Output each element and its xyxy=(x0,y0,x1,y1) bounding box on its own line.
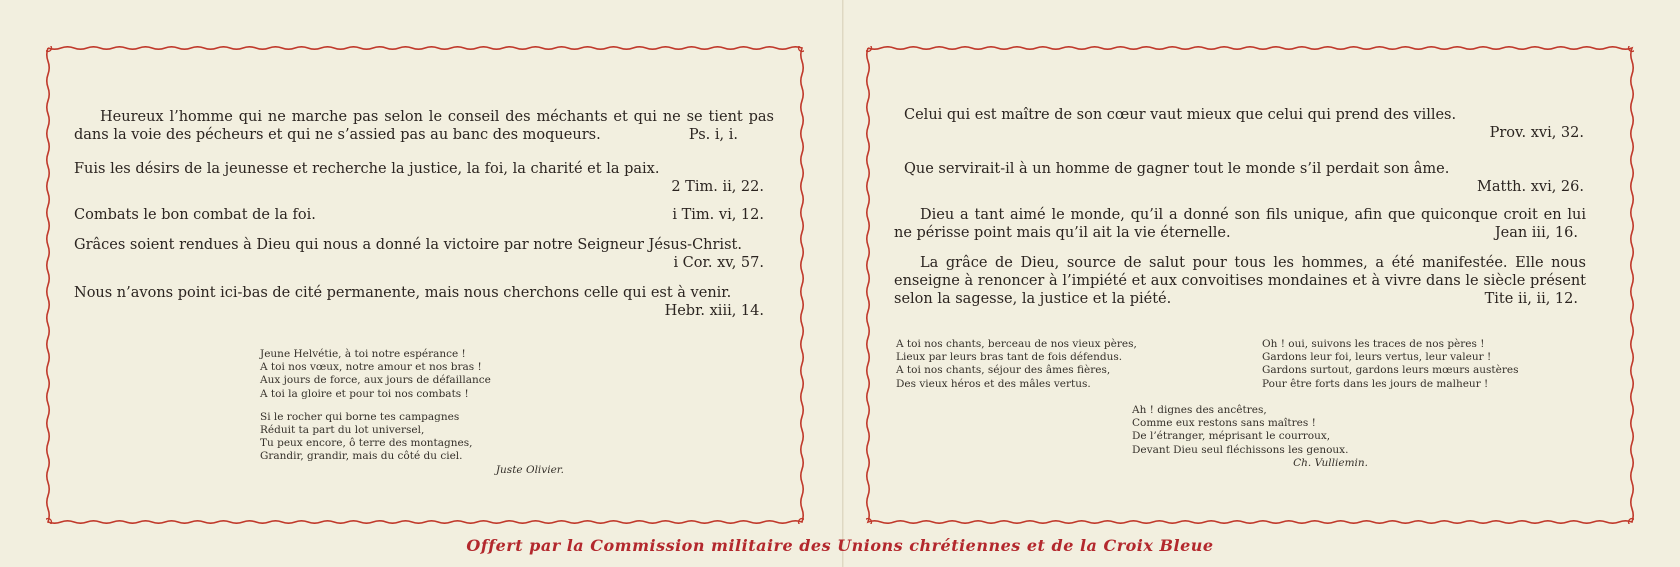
poem-line: Jeune Helvétie, à toi notre espérance ! xyxy=(260,348,466,360)
verse-john: Dieu a tant aimé le monde, qu’il a donné son fils unique, afin que quiconque croit en lui ne périsse point mais qu’il ait la vie éternelle. Jean iii, 16. xyxy=(894,207,1586,241)
poem-line: Aux jours de force, aux jours de défaillance xyxy=(260,374,491,387)
poem-line: Gardons surtout, gardons leurs mœurs austères xyxy=(1262,364,1519,377)
verse-1-timothy: Combats le bon combat de la foi. i Tim. vi, 12. xyxy=(74,207,764,223)
poem-line: Devant Dieu seul fléchissons les genoux. xyxy=(1132,443,1349,456)
poem-column-2 xyxy=(1262,338,1582,391)
verse-reference: i Cor. xv, 57. xyxy=(673,255,764,271)
poem-stanza xyxy=(260,348,580,401)
poem-line: Gardons leur foi, leurs vertus, leur valeur ! xyxy=(1262,351,1492,364)
poem-signature: Juste Olivier. xyxy=(495,463,564,476)
footer-dedication: Offert par la Commission militaire des Unions chrétiennes et de la Croix Bleue xyxy=(466,536,1214,555)
verse-reference: Tite ii, ii, 12. xyxy=(1484,291,1578,307)
verse-2-timothy: Fuis les désirs de la jeunesse et recherche la justice, la foi, la charité et la paix. 2 Tim. ii, 22. xyxy=(74,161,764,195)
poem-refrain xyxy=(1132,404,1372,470)
right-panel xyxy=(866,46,1634,524)
poem-signature: Ch. Vulliemin. xyxy=(1293,456,1368,469)
poem-line: Tu peux encore, ô terre des montagnes, xyxy=(260,437,473,450)
verse-psalm: Heureux l’homme qui ne marche pas selon le conseil des méchants et qui ne se tient pas dans la voie des pécheurs et qui ne s’assied pas au banc des moqueurs. Ps. i, i. xyxy=(74,109,774,143)
poem-line: Réduit ta part du lot universel, xyxy=(260,424,425,437)
poem-line: De l’étranger, méprisant le courroux, xyxy=(1132,430,1331,443)
verse-reference: i Tim. vi, 12. xyxy=(672,207,764,223)
verse-titus: La grâce de Dieu, source de salut pour tous les hommes, a été manifestée. Elle nous enseigne à renoncer à l’impiété et aux convoitises mondaines et à vivre dans le siècle présent selon la sagesse, la justice et la piété. Tite ii, ii, 12. xyxy=(894,255,1586,307)
poem-line: A toi nos chants, séjour des âmes fières, xyxy=(896,364,1111,377)
poem-line: Pour être forts dans les jours de malheur ! xyxy=(1262,377,1489,390)
poem-line: Des vieux héros et des mâles vertus. xyxy=(896,377,1091,390)
verse-matthew: Que servirait-il à un homme de gagner tout le monde s’il perdait son âme. Matth. xvi, 26. xyxy=(904,161,1584,195)
left-panel xyxy=(46,46,804,524)
poem-line: Comme eux restons sans maîtres ! xyxy=(1132,417,1316,430)
poem-line: Ah ! dignes des ancêtres, xyxy=(1132,404,1267,416)
poem-line: A toi nos vœux, notre amour et nos bras ! xyxy=(260,361,482,374)
poem-line: Oh ! oui, suivons les traces de nos pères ! xyxy=(1262,338,1485,350)
verse-reference: Ps. i, i. xyxy=(688,127,738,143)
verse-reference: Prov. xvi, 32. xyxy=(1489,125,1584,141)
poem-stanza xyxy=(260,411,580,464)
verse-reference: Jean iii, 16. xyxy=(1494,225,1578,241)
poem-line: A toi nos chants, berceau de nos vieux pères, xyxy=(896,338,1137,350)
verse-hebrews: Nous n’avons point ici-bas de cité permanente, mais nous cherchons celle qui est à venir. Hebr. xiii, 14. xyxy=(74,285,764,319)
poem-line: A toi la gloire et pour toi nos combats ! xyxy=(260,387,469,400)
poem-line: Grandir, grandir, mais du côté du ciel. xyxy=(260,450,463,463)
verse-reference: Hebr. xiii, 14. xyxy=(664,303,764,319)
verse-reference: 2 Tim. ii, 22. xyxy=(671,179,764,195)
poem-line: Si le rocher qui borne tes campagnes xyxy=(260,410,460,423)
verse-reference: Matth. xvi, 26. xyxy=(1477,179,1584,195)
poem-column-1 xyxy=(896,338,1216,391)
verse-1-corinthians: Grâces soient rendues à Dieu qui nous a donné la victoire par notre Seigneur Jésus-Christ. i Cor. xv, 57. xyxy=(74,237,764,271)
verse-proverbs: Celui qui est maître de son cœur vaut mieux que celui qui prend des villes. Prov. xvi, 32. xyxy=(904,107,1584,141)
card-fold xyxy=(842,0,844,567)
poem-line: Lieux par leurs bras tant de fois défendus. xyxy=(896,351,1123,364)
poem-helvetie xyxy=(260,348,580,477)
